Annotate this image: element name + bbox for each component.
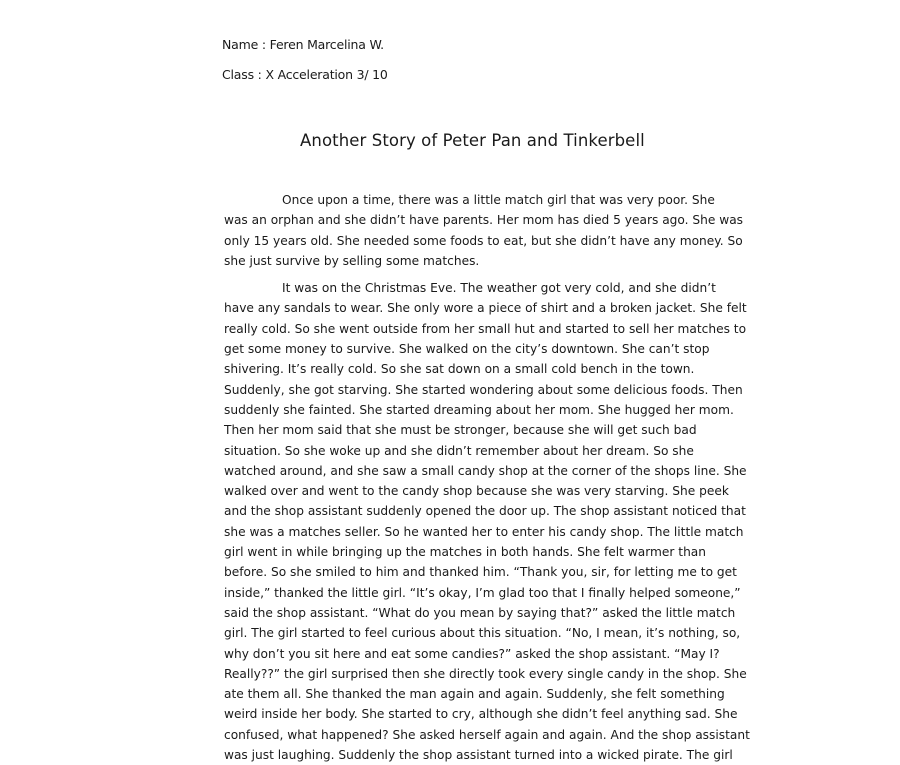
paragraph-line: why don’t you sit here and eat some candies?” asked the shop assistant. “May I? [224, 646, 720, 661]
paragraph-line: watched around, and she saw a small candy shop at the corner of the shops line. She [224, 463, 747, 478]
paragraph-line: said the shop assistant. “What do you mean by saying that?” asked the little match [224, 605, 736, 620]
story-body [224, 190, 750, 765]
paragraph-line: walked over and went to the candy shop because she was very starving. She peek [224, 484, 729, 499]
paragraph-line: situation. So she woke up and she didn’t remember about her dream. So she [224, 443, 694, 458]
paragraph-line: shivering. It’s really cold. So she sat down on a small cold bench in the town. [224, 362, 695, 377]
paragraph-line: only 15 years old. She needed some foods to eat, but she didn’t have any money. So [224, 233, 743, 248]
paragraph-line: she was a matches seller. So he wanted her to enter his candy shop. The little match [224, 524, 744, 539]
paragraph-line: really cold. So she went outside from her small hut and started to sell her matches to [224, 321, 747, 336]
paragraph-line: ate them all. She thanked the man again and again. Suddenly, she felt something [224, 687, 725, 702]
story-title: Another Story of Peter Pan and Tinkerbell [300, 131, 645, 150]
paragraph-line: get some money to survive. She walked on the city’s downtown. She can’t stop [224, 342, 710, 357]
paragraph-line: Really??” the girl surprised then she directly took every single candy in the shop. She [224, 666, 747, 681]
student-name: Name : Feren Marcelina W. [222, 37, 384, 52]
paragraph-line: Then her mom said that she must be stronger, because she will get such bad [224, 423, 697, 438]
paragraph-line: suddenly she fainted. She started dreaming about her mom. She hugged her mom. [224, 402, 734, 417]
paragraph-1 [224, 190, 744, 271]
paragraph-2 [224, 278, 750, 765]
paragraph-line: girl. The girl started to feel curious about this situation. “No, I mean, it’s nothing, so, [224, 626, 741, 641]
paragraph-line: It was on the Christmas Eve. The weather got very cold, and she didn’t [282, 281, 716, 296]
paragraph-line: inside,” thanked the little girl. “It’s okay, I’m glad too that I finally helped someone,” [224, 585, 741, 600]
paragraph-line: weird inside her body. She started to cry, although she didn’t feel anything sad. She [224, 707, 738, 722]
paragraph-line: confused, what happened? She asked herself again and again. And the shop assistant [224, 727, 750, 742]
paragraph-line: Once upon a time, there was a little match girl that was very poor. She [282, 193, 715, 207]
paragraph-line: Suddenly, she got starving. She started wondering about some delicious foods. Then [224, 382, 743, 397]
student-class: Class : X Acceleration 3/ 10 [222, 67, 388, 82]
paragraph-line: was just laughing. Suddenly the shop assistant turned into a wicked pirate. The girl [224, 748, 733, 763]
paragraph-line: she just survive by selling some matches. [224, 253, 480, 268]
paragraph-line: have any sandals to wear. She only wore a piece of shirt and a broken jacket. She felt [224, 301, 747, 316]
paragraph-line: and the shop assistant suddenly opened the door up. The shop assistant noticed that [224, 504, 746, 519]
paragraph-line: girl went in while bringing up the matches in both hands. She felt warmer than [224, 545, 706, 560]
paragraph-spacer [224, 271, 686, 278]
paragraph-line: before. So she smiled to him and thanked him. “Thank you, sir, for letting me to get [224, 565, 737, 580]
paragraph-line: was an orphan and she didn’t have parents. Her mom has died 5 years ago. She was [224, 213, 744, 228]
